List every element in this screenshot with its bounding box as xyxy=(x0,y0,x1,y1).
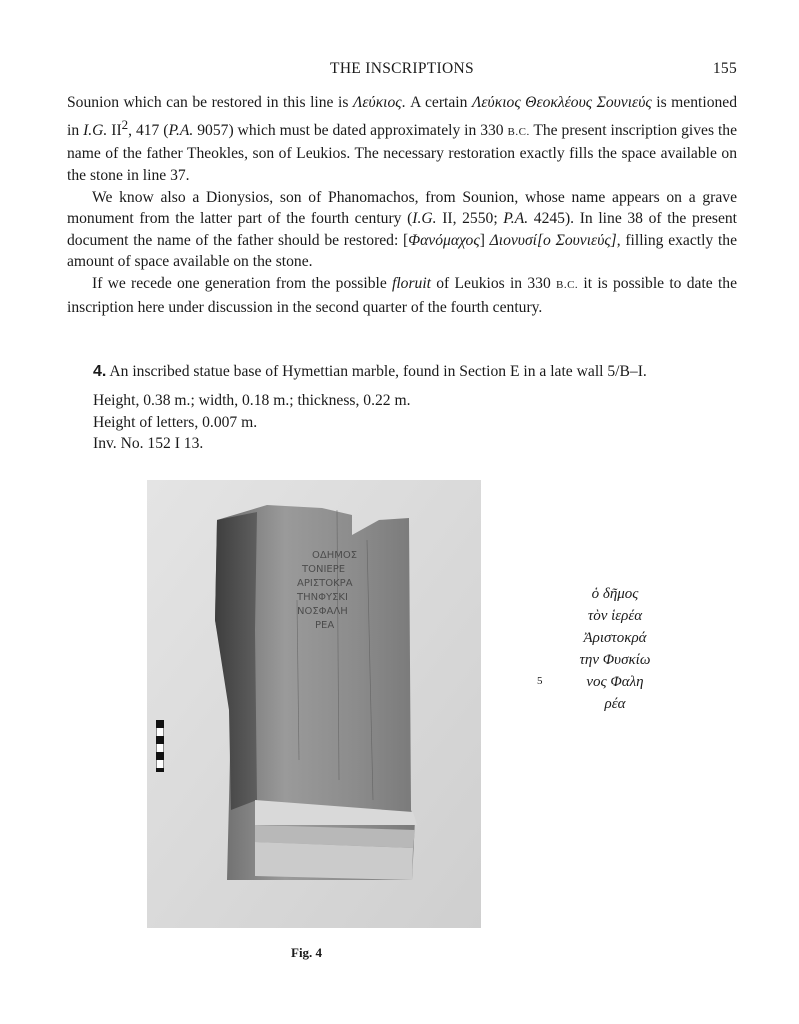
measurements xyxy=(93,390,543,455)
page-number: 155 xyxy=(712,60,737,77)
entry-number: 4. xyxy=(93,363,107,380)
paragraph-3 xyxy=(67,273,737,318)
text-run: ] xyxy=(479,231,490,249)
stone-lettering: ΝΟΣΦΑΛΗ xyxy=(297,606,348,617)
inscription-transcription xyxy=(555,583,675,715)
text-run: , filling exactly the amount of space available on the stone. xyxy=(67,231,737,271)
era-abbrev: B.C. xyxy=(507,125,530,138)
transcription-line: ὁ δῆμος xyxy=(591,586,639,602)
stone-lettering: ΟΔΗΜΟΣ xyxy=(312,550,358,561)
stone-lettering: ΤΟΝΙΕΡΕ xyxy=(302,564,346,575)
statue-base-image xyxy=(147,480,481,928)
line-number: 5 xyxy=(537,675,543,687)
transcription-line: την Φυσκίω xyxy=(579,652,651,668)
greek-name: Λεύκιος xyxy=(352,94,402,111)
text-run: II, 2550; xyxy=(436,210,504,228)
text-run: 4245). In line 38 of the present document the name of the father should be restored: [ xyxy=(67,210,737,249)
inventory-line: Inv. No. 152 I 13. xyxy=(93,435,204,453)
text-run: If we recede one generation from the possible xyxy=(92,274,393,292)
superscript: 2 xyxy=(121,116,129,132)
text-run: of Leukios in 330 xyxy=(431,274,556,292)
dimensions-line: Height, 0.38 m.; width, 0.18 m.; thickness, 0.22 m. xyxy=(93,392,411,409)
letter-height-line: Height of letters, 0.007 m. xyxy=(93,413,258,431)
citation-abbrev: P.A. xyxy=(503,210,529,228)
greek-name: Διονυσί[ο Σουνιεύς] xyxy=(489,231,617,249)
catalogue-entry xyxy=(93,361,753,383)
scale-bar-icon xyxy=(156,720,164,772)
paragraph-1 xyxy=(67,92,737,187)
entry-description: An inscribed statue base of Hymettian marble, found in Section E in a late wall 5/B–I. xyxy=(106,363,647,380)
inscription-photo xyxy=(147,480,481,928)
citation-abbrev: I.G. xyxy=(83,121,108,139)
transcription-line: ρέα xyxy=(604,696,626,712)
text-run: . A certain xyxy=(401,94,472,111)
text-run: Sounion which can be restored in this line is xyxy=(67,94,353,111)
stone-lettering: ΑΡΙΣΤΟΚΡΑ xyxy=(297,578,353,589)
text-run: 9057) which must be dated approximately in 330 xyxy=(193,121,508,139)
transcription-line: Ἀριστοκρά xyxy=(583,630,647,646)
running-head xyxy=(67,60,737,80)
greek-name: Φανόμαχος xyxy=(408,231,480,249)
text-run: it is possible to date the inscription here under discussion in the second quarter of the fourth century. xyxy=(67,274,737,316)
body-text xyxy=(67,92,737,318)
text-run: II xyxy=(107,121,122,139)
era-abbrev: B.C. xyxy=(556,278,579,291)
citation-abbrev: I.G. xyxy=(412,210,437,228)
running-head-title: THE INSCRIPTIONS xyxy=(330,60,474,77)
transcription-line: νος Φαλη xyxy=(586,674,644,690)
stone-lettering: ΤΗΝΦΥΣΚΙ xyxy=(297,592,348,603)
text-run: The present inscription gives the name of the father Theokles, son of Leukios. The necessary restoration exactly fills the space available on the stone in line 37. xyxy=(67,121,737,184)
figure-caption: Fig. 4 xyxy=(291,945,323,960)
citation-abbrev: P.A. xyxy=(168,121,194,139)
latin-term: floruit xyxy=(392,274,432,292)
stone-lettering: ΡΕΑ xyxy=(315,620,335,631)
transcription-line: τὸν ἱερέα xyxy=(587,608,643,624)
text-run: We know also a Dionysios, son of Phanomachos, from Sounion, whose name appears on a grave monument from the latter part of the fourth century ( xyxy=(67,188,737,228)
text-run: , 417 ( xyxy=(128,121,169,139)
paragraph-2 xyxy=(67,187,737,273)
greek-name: Λεύκιος Θεοκλέους Σουνιεύς xyxy=(471,94,652,111)
text-run: is mentioned in xyxy=(67,94,738,139)
